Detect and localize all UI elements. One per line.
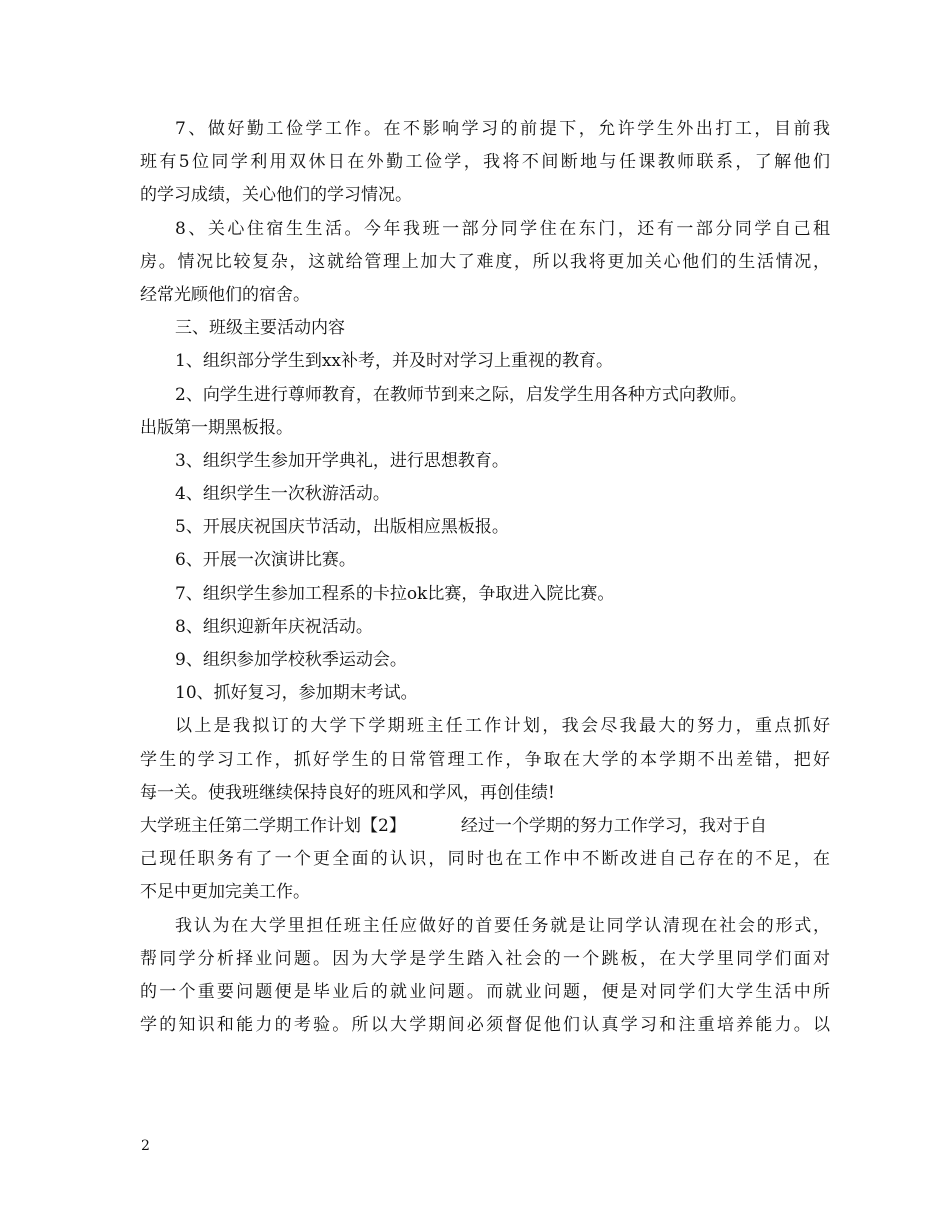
text-line: 8、关心住宿生生活。今年我班一部分同学住在东门，还有一部分同学自己租 bbox=[175, 218, 830, 239]
list-item: 10、抓好复习，参加期末考试。 bbox=[175, 683, 418, 704]
list-item: 2、向学生进行尊师教育，在教师节到来之际，启发学生用各种方式向教师。 bbox=[175, 384, 747, 405]
section-heading: 三、班级主要活动内容 bbox=[175, 318, 345, 339]
text-line: 以上是我拟订的大学下学期班主任工作计划，我会尽我最大的努力，重点抓好 bbox=[175, 716, 830, 737]
text-line: 的学习成绩，关心他们的学习情况。 bbox=[140, 185, 412, 206]
document-subtitle: 大学班主任第二学期工作计划【2】 bbox=[140, 815, 406, 836]
text-line: 帮同学分析择业问题。因为大学是学生踏入社会的一个跳板，在大学里同学们面对 bbox=[140, 948, 830, 969]
list-item: 4、组织学生一次秋游活动。 bbox=[175, 484, 390, 505]
page-number: 2 bbox=[141, 1138, 150, 1154]
list-item: 8、组织迎新年庆祝活动。 bbox=[175, 616, 373, 637]
list-item: 7、组织学生参加工程系的卡拉ok比赛，争取进入院比赛。 bbox=[175, 583, 615, 604]
list-item-continuation: 出版第一期黑板报。 bbox=[140, 417, 293, 438]
text-line: 7、做好勤工俭学工作。在不影响学习的前提下，允许学生外出打工，目前我 bbox=[175, 119, 830, 139]
text-line: 房。情况比较复杂，这就给管理上加大了难度，所以我将更加关心他们的生活情况， bbox=[140, 251, 830, 272]
text-line: 不足中更加完美工作。 bbox=[140, 882, 310, 903]
heading-line bbox=[140, 810, 830, 843]
text-line: 我认为在大学里担任班主任应做好的首要任务就是让同学认清现在社会的形式， bbox=[175, 915, 830, 936]
list-item: 9、组织参加学校秋季运动会。 bbox=[175, 650, 407, 670]
list-item: 3、组织学生参加开学典礼，进行思想教育。 bbox=[175, 450, 509, 471]
text-line: 己现任职务有了一个更全面的认识，同时也在工作中不断改进自己存在的不足，在 bbox=[140, 849, 830, 870]
document-body bbox=[140, 113, 830, 1042]
text-line: 学生的学习工作，抓好学生的日常管理工作，争取在大学的本学期不出差错，把好 bbox=[140, 749, 830, 770]
text-line: 的一个重要问题便是毕业后的就业问题。而就业问题，便是对同学们大学生活中所 bbox=[140, 981, 830, 1002]
text-line: 班有5位同学利用双休日在外勤工俭学，我将不间断地与任课教师联系，了解他们 bbox=[140, 152, 830, 173]
list-item: 1、组织部分学生到xx补考，并及时对学习上重视的教育。 bbox=[175, 351, 613, 372]
paragraph-start: 经过一个学期的努力工作学习，我对于自 bbox=[460, 815, 767, 836]
list-item: 5、开展庆祝国庆节活动，出版相应黑板报。 bbox=[175, 517, 509, 538]
text-line: 经常光顾他们的宿舍。 bbox=[140, 284, 310, 305]
text-line: 学的知识和能力的考验。所以大学期间必须督促他们认真学习和注重培养能力。以 bbox=[140, 1015, 830, 1036]
text-line: 每一关。使我班继续保持良好的班风和学风，再创佳绩! bbox=[140, 782, 555, 803]
list-item: 6、开展一次演讲比赛。 bbox=[175, 550, 356, 571]
